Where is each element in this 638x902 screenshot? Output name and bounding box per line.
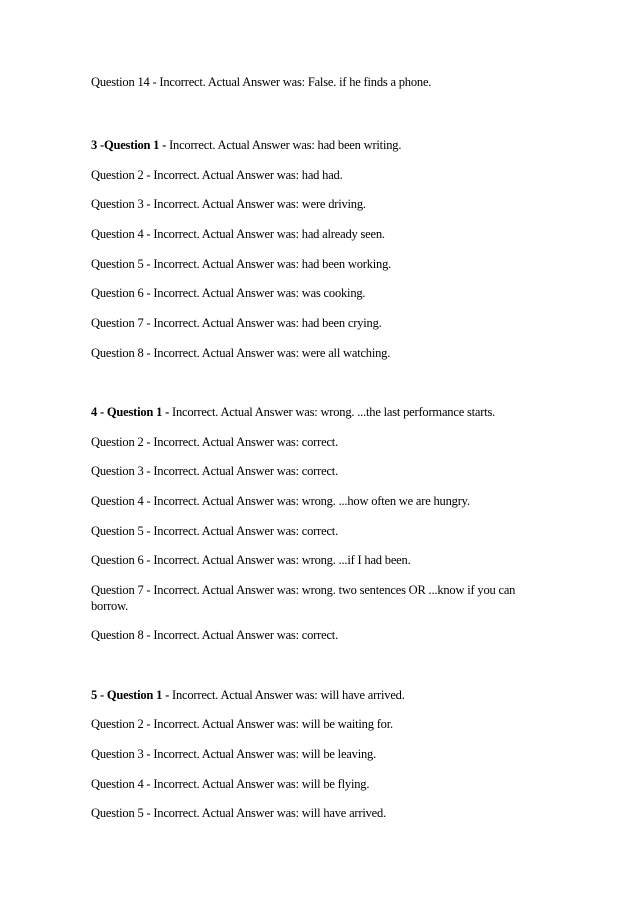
section-3-answer-line-q4: Question 4 - Incorrect. Actual Answer was: had already seen. bbox=[91, 227, 385, 241]
answer-line-q14: Question 14 - Incorrect. Actual Answer was: False. if he finds a phone. bbox=[91, 75, 432, 89]
section-3-answer-line-q7: Question 7 - Incorrect. Actual Answer was: had been crying. bbox=[91, 316, 382, 330]
section-4-answer-line-q4: Question 4 - Incorrect. Actual Answer was: wrong. ...how often we are hungry. bbox=[91, 494, 470, 508]
section-3-answer-line-q1: 3 -Question 1 - Incorrect. Actual Answer was: had been writing. bbox=[91, 138, 402, 152]
section-3-answer-line-q6: Question 6 - Incorrect. Actual Answer was: was cooking. bbox=[91, 286, 366, 300]
section-heading: 3 -Question 1 - bbox=[91, 138, 170, 152]
section-4-answer-line-q1: 4 - Question 1 - Incorrect. Actual Answer was: wrong. ...the last performance starts. bbox=[91, 405, 496, 419]
section-3-answer-line-q2: Question 2 - Incorrect. Actual Answer was: had had. bbox=[91, 168, 343, 182]
section-4-answer-line-q7: Question 7 - Incorrect. Actual Answer was: wrong. two sentences OR ...know if you can borrow. bbox=[91, 583, 516, 613]
section-4-answer-line-q3: Question 3 - Incorrect. Actual Answer was: correct. bbox=[91, 464, 339, 478]
section-3-answer-line-q5: Question 5 - Incorrect. Actual Answer was: had been working. bbox=[91, 257, 392, 271]
section-5-answer-line-q2: Question 2 - Incorrect. Actual Answer was: will be waiting for. bbox=[91, 717, 393, 731]
section-5-answer-line-q1: 5 - Question 1 - Incorrect. Actual Answer was: will have arrived. bbox=[91, 688, 405, 702]
section-3-answer-line-q3: Question 3 - Incorrect. Actual Answer was: were driving. bbox=[91, 197, 366, 211]
section-heading: 4 - Question 1 - bbox=[91, 405, 172, 419]
section-3-answer-line-q8: Question 8 - Incorrect. Actual Answer was: were all watching. bbox=[91, 346, 391, 360]
section-4-answer-line-q5: Question 5 - Incorrect. Actual Answer was: correct. bbox=[91, 524, 339, 538]
section-4-answer-line-q2: Question 2 - Incorrect. Actual Answer was: correct. bbox=[91, 435, 339, 449]
section-5-answer-line-q4: Question 4 - Incorrect. Actual Answer was: will be flying. bbox=[91, 777, 370, 791]
section-heading: 5 - Question 1 - bbox=[91, 688, 172, 702]
section-5-answer-line-q3: Question 3 - Incorrect. Actual Answer was: will be leaving. bbox=[91, 747, 376, 761]
section-4-answer-line-q6: Question 6 - Incorrect. Actual Answer was: wrong. ...if I had been. bbox=[91, 553, 411, 567]
section-5-answer-line-q5: Question 5 - Incorrect. Actual Answer was: will have arrived. bbox=[91, 806, 386, 820]
section-4-answer-line-q8: Question 8 - Incorrect. Actual Answer was: correct. bbox=[91, 628, 339, 642]
